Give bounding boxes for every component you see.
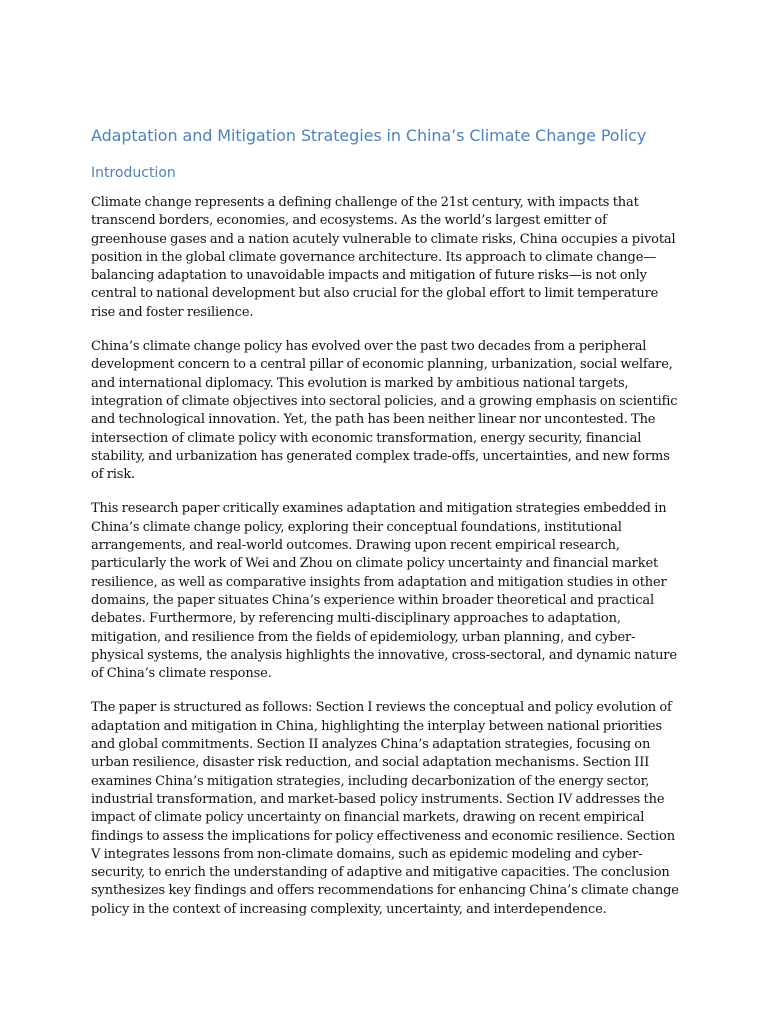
paragraph: This research paper critically examines adaptation and mitigation strategies embedded in China’s climate change policy, exploring their conceptual foundations, institutional arrangements, and real-world outcomes. Drawing upon recent empirical research, particularly the work of Wei and Zhou on climate policy uncertainty and financial market resilience, as well as comparative insights from adaptation and mitigation studies in other domains, the paper situates China’s experience within broader theoretical and practical debates. Furthermore, by referencing multi-disciplinary approaches to adaptation, mitigation, and resilience from the fields of epidemiology, urban planning, and cyber-physical systems, the analysis highlights the innovative, cross-sectoral, and dynamic nature of China’s climate response. [91, 501, 677, 682]
introduction-body [91, 194, 681, 919]
section-heading-introduction: Introduction [91, 165, 176, 181]
document-title: Adaptation and Mitigation Strategies in China’s Climate Change Policy [91, 126, 647, 145]
paragraph: The paper is structured as follows: Section I reviews the conceptual and policy evolution of adaptation and mitigation in China, highlighting the interplay between national priorities and global commitments. Section II analyzes China’s adaptation strategies, focusing on urban resilience, disaster risk reduction, and social adaptation mechanisms. Section III examines China’s mitigation strategies, including decarbonization of the energy sector, industrial transformation, and market-based policy instruments. Section IV addresses the impact of climate policy uncertainty on financial markets, drawing on recent empirical findings to assess the implications for policy effectiveness and economic resilience. Section V integrates lessons from non-climate domains, such as epidemic modeling and cyber-security, to enrich the understanding of adaptive and mitigative capacities. The conclusion synthesizes key findings and offers recommendations for enhancing China’s climate change policy in the context of increasing complexity, uncertainty, and interdependence. [91, 700, 679, 917]
paragraph: China’s climate change policy has evolved over the past two decades from a peripheral development concern to a central pillar of economic planning, urbanization, social welfare, and international diplomacy. This evolution is marked by ambitious national targets, integration of climate objectives into sectoral policies, and a growing emphasis on scientific and technological innovation. Yet, the path has been neither linear nor uncontested. The intersection of climate policy with economic transformation, energy security, financial stability, and urbanization has generated complex trade-offs, uncertainties, and new forms of risk. [91, 339, 678, 483]
paragraph: Climate change represents a defining challenge of the 21st century, with impacts that transcend borders, economies, and ecosystems. As the world’s largest emitter of greenhouse gases and a nation acutely vulnerable to climate risks, China occupies a pivotal position in the global climate governance architecture. Its approach to climate change—balancing adaptation to unavoidable impacts and mitigation of future risks—is not only central to national development but also crucial for the global effort to limit temperature rise and foster resilience. [91, 195, 676, 320]
document-content [91, 122, 681, 935]
